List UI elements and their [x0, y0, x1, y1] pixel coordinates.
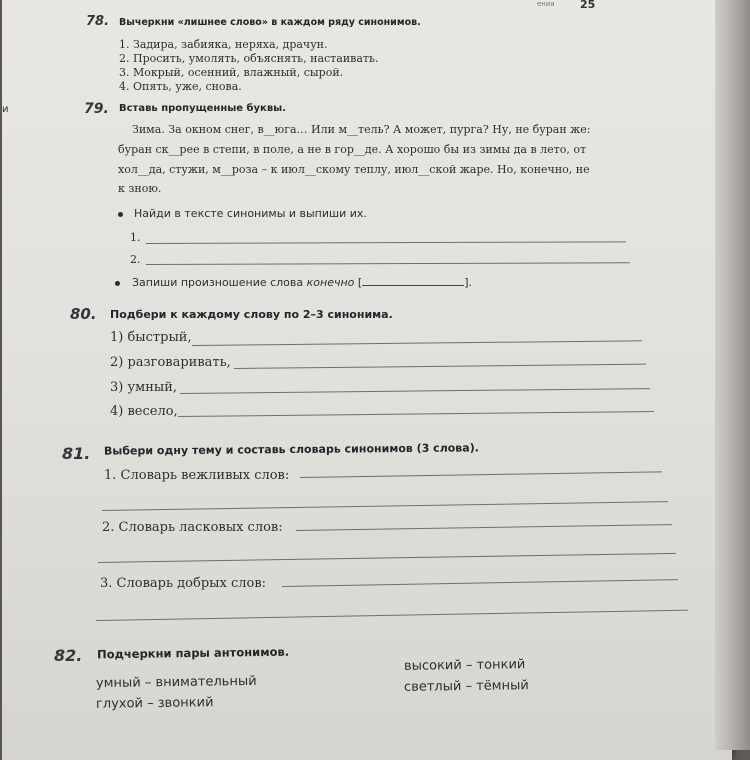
answer-line-label: 2.: [130, 253, 141, 266]
exercise-79-task-synonyms: Найди в тексте синонимы и выпиши их.: [134, 207, 367, 220]
exercise-81-item: 3. Словарь добрых слов:: [100, 576, 267, 591]
exercise-78-title: Вычеркни «лишнее слово» в каждом ряду синонимов.: [119, 17, 421, 28]
antonym-pair[interactable]: умный – внимательный: [95, 673, 257, 692]
exercise-79-task-pronunciation: Запиши произношение слова конечно [ ].: [132, 276, 472, 289]
bullet-icon: [115, 281, 120, 286]
exercise-79-text-line: хол__да, стужи, м__роза – к июл__скому теплу, июл__ской жаре. Но, конечно, не: [118, 163, 590, 176]
exercise-80-word: 2) разговаривать,: [110, 355, 231, 370]
margin-mark: и: [2, 104, 9, 115]
exercise-82-number: 82.: [54, 646, 83, 665]
exercise-79-title: Вставь пропущенные буквы.: [119, 103, 287, 114]
exercise-80-word: 4) весело,: [110, 404, 178, 419]
exercise-78-row: 4. Опять, уже, снова.: [119, 80, 242, 93]
answer-line-label: 1.: [130, 231, 141, 244]
header-word: ения: [537, 0, 555, 8]
exercise-78-number: 78.: [86, 14, 110, 29]
exercise-81-number: 81.: [62, 444, 91, 463]
exercise-79-text-line: буран ск__рее в степи, в поле, а не в гор__де. А хорошо бы из зимы да в лето, от: [118, 143, 587, 156]
page-number: 25: [580, 0, 596, 11]
exercise-80-word: 1) быстрый,: [110, 330, 192, 345]
exercise-78-row: 3. Мокрый, осенний, влажный, сырой.: [119, 66, 344, 79]
exercise-78-row: 1. Задира, забияка, неряха, драчун.: [119, 38, 328, 51]
exercise-80-title: Подбери к каждому слову по 2–3 синонима.: [110, 308, 393, 321]
exercise-79-number: 79.: [84, 101, 109, 117]
antonym-pair[interactable]: глухой – звонкий: [95, 695, 214, 712]
exercise-80-word: 3) умный,: [110, 380, 178, 395]
bullet-icon: [118, 212, 123, 217]
exercise-79-text-line: Зима. За окном снег, в__юга… Или м__тель? А может, пурга? Ну, не буран же:: [132, 123, 591, 136]
exercise-80-number: 80.: [70, 305, 97, 323]
transcription-blank[interactable]: [362, 285, 464, 286]
exercise-78-row: 2. Просить, умолять, объяснять, настаивать.: [119, 52, 379, 65]
exercise-82-title: Подчеркни пары антонимов.: [96, 644, 290, 662]
exercise-81-title: Выбери одну тему и составь словарь синонимов (3 слова).: [103, 441, 479, 458]
antonym-pair[interactable]: светлый – тёмный: [403, 678, 529, 695]
exercise-81-item: 1. Словарь вежливых слов:: [104, 468, 290, 483]
exercise-81-item: 2. Словарь ласковых слов:: [102, 520, 283, 535]
page-edge: [715, 0, 750, 750]
exercise-79-text-line: к зною.: [118, 182, 162, 195]
antonym-pair[interactable]: высокий – тонкий: [403, 657, 526, 674]
